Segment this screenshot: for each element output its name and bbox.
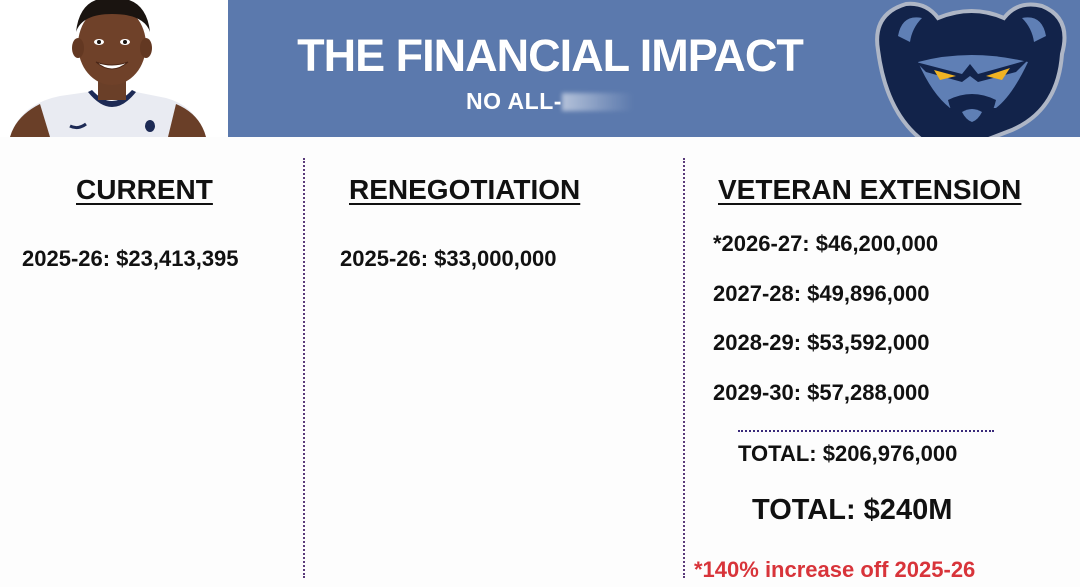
page-title: THE FINANCIAL IMPACT bbox=[297, 30, 803, 81]
heading-current: CURRENT bbox=[76, 174, 213, 205]
renegotiation-line-1: 2025-26: $33,000,000 bbox=[340, 246, 557, 271]
extension-line-3: 2028-29: $53,592,000 bbox=[713, 330, 930, 355]
team-logo bbox=[862, 0, 1080, 137]
column-divider-left bbox=[303, 158, 305, 578]
extension-line-2: 2027-28: $49,896,000 bbox=[713, 281, 930, 306]
bear-logo-icon bbox=[862, 0, 1080, 137]
grand-total: TOTAL: $240M bbox=[752, 494, 953, 526]
heading-renegotiation: RENEGOTIATION bbox=[349, 174, 581, 205]
heading-veteran-extension: VETERAN EXTENSION bbox=[718, 174, 1022, 205]
subtotal-separator bbox=[738, 430, 994, 432]
page-subtitle bbox=[466, 88, 634, 115]
player-photo bbox=[0, 0, 228, 137]
current-line-1: 2025-26: $23,413,395 bbox=[22, 246, 239, 271]
column-divider-right bbox=[683, 158, 685, 578]
player-headshot-image bbox=[0, 0, 228, 137]
extension-line-4: 2029-30: $57,288,000 bbox=[713, 380, 930, 405]
subtitle-text: NO ALL- bbox=[466, 88, 562, 114]
footnote: *140% increase off 2025-26 bbox=[694, 557, 976, 582]
extension-line-1: *2026-27: $46,200,000 bbox=[713, 231, 939, 256]
extension-subtotal: TOTAL: $206,976,000 bbox=[738, 441, 958, 466]
blurred-text bbox=[562, 93, 634, 111]
